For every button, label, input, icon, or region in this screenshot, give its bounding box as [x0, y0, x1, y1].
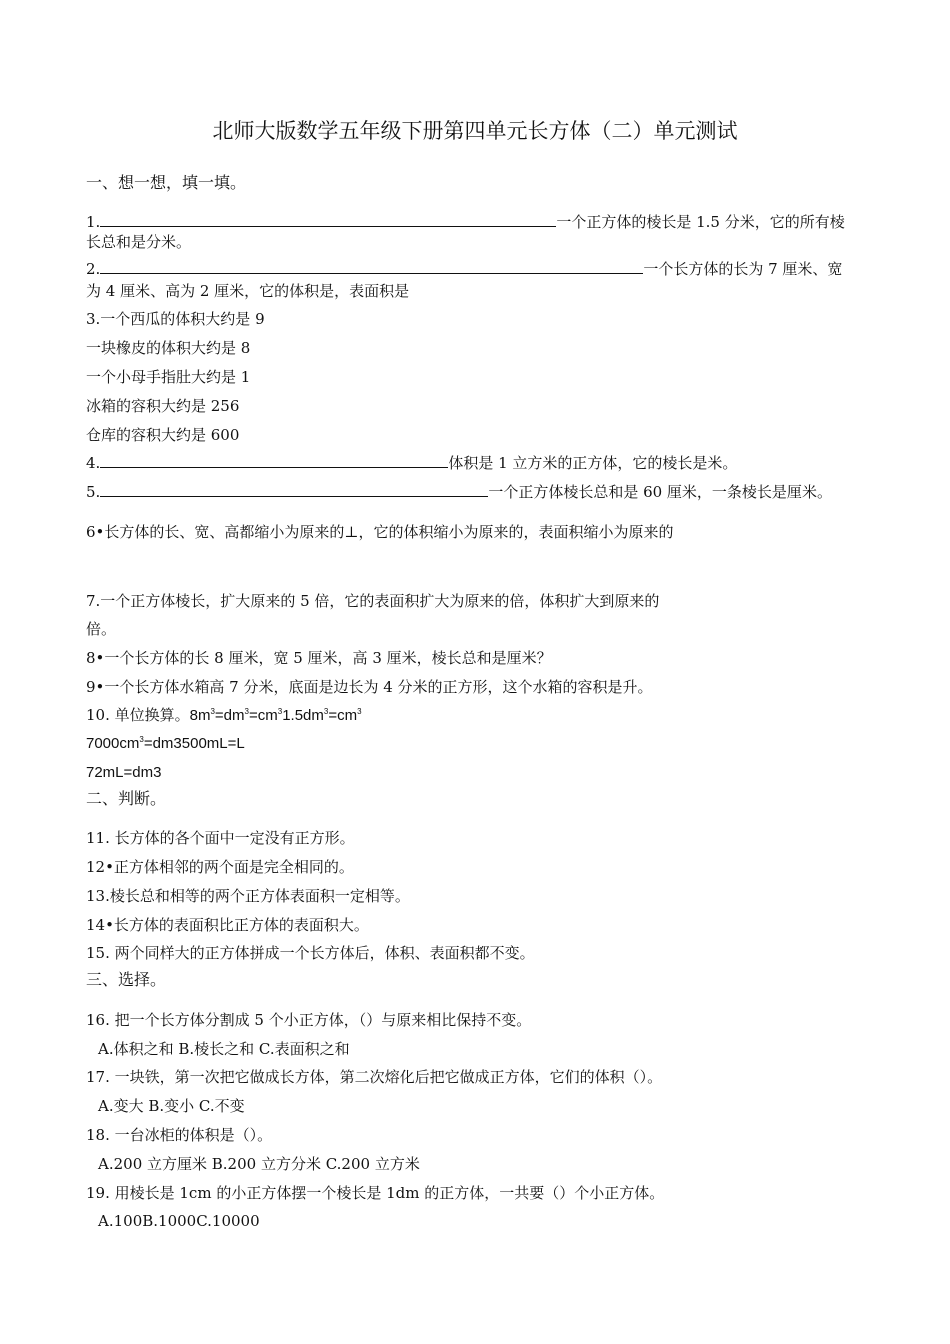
conversion-term: 7000cm — [86, 735, 140, 752]
question-9: 9•一个长方体水箱高 7 分米，底面是边长为 4 分米的正方形，这个水箱的容积是升。 — [86, 678, 653, 696]
choice-options: A.变大 B.变小 C.不变 — [98, 1097, 245, 1115]
question-1-text: 一个正方体的棱长是 1.5 分米，它的所有棱 — [556, 213, 845, 231]
question-7-line2: 倍。 — [86, 620, 117, 638]
question-2-line2: 为 4 厘米、高为 2 厘米，它的体积是，表面积是 — [86, 282, 410, 300]
question-6: 6•长方体的长、宽、高都缩小为原来的⊥，它的体积缩小为原来的，表面积缩小为原来的 — [86, 523, 674, 541]
question-4 — [86, 453, 737, 473]
question-2-text: 一个长方体的长为 7 厘米、宽 — [643, 260, 843, 278]
answer-blank[interactable] — [100, 259, 643, 274]
choice-question: 17. 一块铁，第一次把它做成长方体，第二次熔化后把它做成正方体，它们的体积（）。 — [86, 1068, 663, 1086]
superscript: 3 — [277, 707, 283, 716]
superscript: 3 — [244, 707, 249, 716]
superscript: 3 — [323, 707, 329, 716]
question-1-line1 — [86, 212, 845, 232]
question-4-number: 4. — [86, 454, 101, 472]
judge-item: 15. 两个同样大的正方体拼成一个长方体后，体积、表面积都不变。 — [86, 944, 535, 962]
question-2-line1 — [86, 259, 842, 279]
conversion-term: 8m — [189, 707, 211, 724]
question-10-prefix: 10. 单位换算。 — [86, 706, 190, 724]
question-3-line: 一块橡皮的体积大约是 8 — [86, 339, 251, 357]
judge-item: 11. 长方体的各个面中一定没有正方形。 — [86, 829, 355, 847]
judge-item: 14•长方体的表面积比正方体的表面积大。 — [86, 916, 369, 934]
question-3-line: 一个小母手指肚大约是 1 — [86, 368, 251, 386]
choice-question: 19. 用棱长是 1cm 的小正方体摆一个棱长是 1dm 的正方体，一共要（）个小正方体。 — [86, 1184, 665, 1202]
conversion-term: =cm — [328, 707, 358, 724]
superscript: 3 — [210, 707, 215, 716]
superscript: 3 — [139, 735, 144, 744]
question-5 — [86, 482, 832, 502]
conversion-term: =dm3500mL=L — [143, 735, 245, 752]
choice-options: A.体积之和 B.棱长之和 C.表面积之和 — [98, 1040, 350, 1058]
question-3-line: 3.一个西瓜的体积大约是 9 — [86, 310, 265, 328]
question-10-line1 — [86, 705, 362, 726]
answer-blank[interactable] — [100, 453, 448, 468]
conversion-term: =dm — [214, 707, 245, 724]
question-10-line3: 72mL=dm3 — [86, 764, 162, 781]
choice-options: A.200 立方厘米 B.200 立方分米 C.200 立方米 — [98, 1155, 420, 1173]
question-7-line1: 7.一个正方体棱长，扩大原来的 5 倍，它的表面积扩大为原来的倍，体积扩大到原来的 — [86, 592, 660, 610]
question-8: 8•一个长方体的长 8 厘米，宽 5 厘米，高 3 厘米，棱长总和是厘米？ — [86, 649, 552, 667]
question-4-text: 体积是 1 立方米的正方体，它的棱长是米。 — [448, 454, 738, 472]
question-3-line: 冰箱的容积大约是 256 — [86, 397, 240, 415]
judge-item: 12•正方体相邻的两个面是完全相同的。 — [86, 858, 354, 876]
superscript: 3 — [357, 707, 362, 716]
section-heading-choice: 三、选择。 — [86, 970, 167, 989]
question-10-line2 — [86, 734, 245, 754]
section-heading-judge: 二、判断。 — [86, 789, 167, 808]
question-2-number: 2. — [86, 260, 101, 278]
question-1-number: 1. — [86, 213, 101, 231]
choice-question: 16. 把一个长方体分割成 5 个小正方体，（）与原来相比保持不变。 — [86, 1011, 532, 1029]
conversion-term: =cm — [248, 707, 278, 724]
question-3-line: 仓库的容积大约是 600 — [86, 426, 240, 444]
question-1-line2: 长总和是分米。 — [86, 233, 192, 251]
choice-question: 18. 一台冰柜的体积是（）。 — [86, 1126, 273, 1144]
answer-blank[interactable] — [100, 212, 556, 227]
choice-options: A.100B.1000C.10000 — [98, 1212, 260, 1230]
question-5-text: 一个正方体棱长总和是 60 厘米，一条棱长是厘米。 — [488, 483, 832, 501]
section-heading-fill: 一、想一想，填一填。 — [86, 173, 247, 192]
conversion-term: 1.5dm — [282, 707, 324, 724]
unit-conversion — [190, 707, 362, 724]
answer-blank[interactable] — [100, 482, 488, 497]
page-title: 北师大版数学五年级下册第四单元长方体（二）单元测试 — [212, 119, 738, 143]
judge-item: 13.棱长总和相等的两个正方体表面积一定相等。 — [86, 887, 410, 905]
question-5-number: 5. — [86, 483, 101, 501]
